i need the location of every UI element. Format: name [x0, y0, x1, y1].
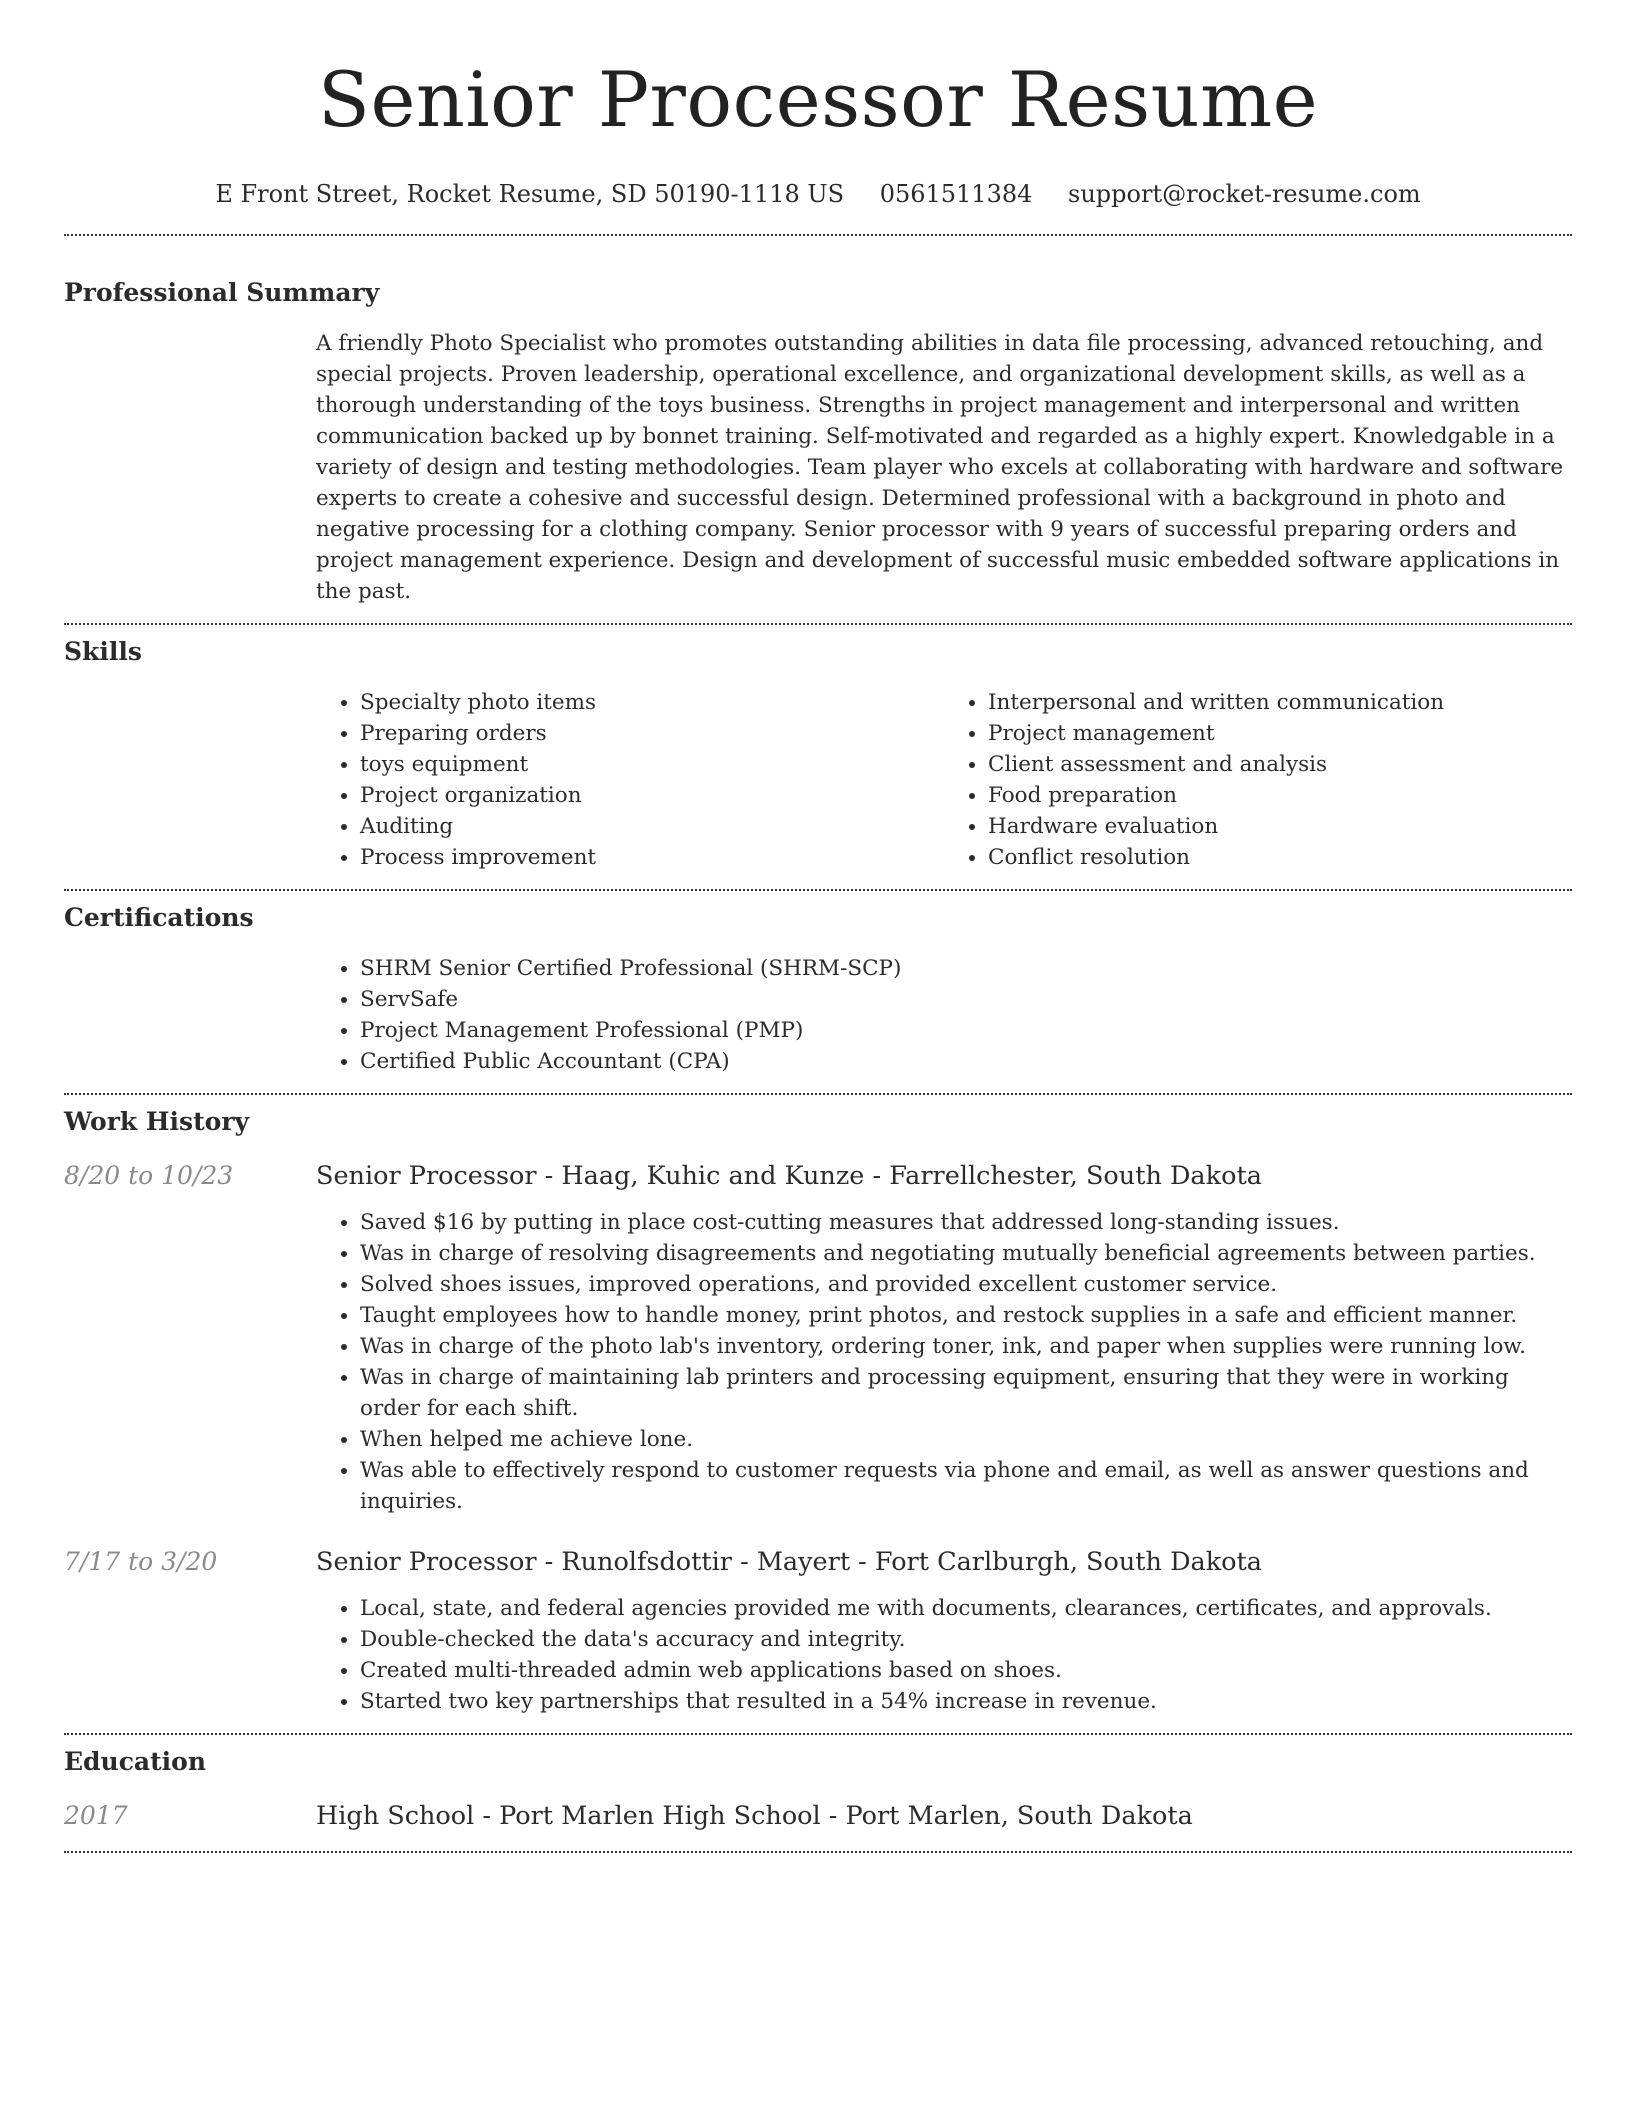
list-item: • Created multi-threaded admin web applications based on shoes. [360, 1655, 1572, 1686]
contact-line [64, 178, 1572, 210]
list-item: • Project management [988, 718, 1572, 749]
list-item: • Conflict resolution [988, 842, 1572, 873]
email: support@rocket-resume.com [1068, 180, 1421, 208]
education-entry [64, 1799, 1572, 1833]
list-item: • Was able to effectively respond to customer requests via phone and email, as well as answer questions and inquiries. [360, 1455, 1572, 1517]
list-item: • Interpersonal and written communication [988, 687, 1572, 718]
skills-list-right [944, 687, 1572, 873]
job-bullet-list [316, 1207, 1572, 1517]
list-item: • Solved shoes issues, improved operations, and provided excellent customer service. [360, 1269, 1572, 1300]
divider [64, 1733, 1572, 1735]
list-item: • Certified Public Accountant (CPA) [360, 1046, 1572, 1077]
list-item: • Preparing orders [360, 718, 944, 749]
certifications-body [316, 953, 1572, 1077]
divider [64, 1093, 1572, 1095]
divider [64, 623, 1572, 625]
education-year: 2017 [64, 1801, 128, 1830]
list-item: • Project organization [360, 780, 944, 811]
education-section [64, 1745, 1572, 1833]
education-title [316, 1799, 1193, 1833]
list-item: • Double-checked the data's accuracy and integrity. [360, 1624, 1572, 1655]
summary-section [64, 276, 1572, 607]
summary-body [316, 328, 1572, 607]
certifications-heading: Certifications [64, 903, 254, 932]
list-item: • Started two key partnerships that resulted in a 54% increase in revenue. [360, 1686, 1572, 1717]
degree: High School [316, 1801, 475, 1831]
job-header [64, 1159, 1572, 1193]
job-dates: 7/17 to 3/20 [64, 1547, 218, 1576]
resume-title: Senior Processor Resume [317, 55, 1319, 144]
job-title: Senior Processor - Haag, Kuhic and Kunze - Farrellchester, South Dakota [316, 1161, 1262, 1191]
divider [64, 1851, 1572, 1853]
list-item: • Project Management Professional (PMP) [360, 1015, 1572, 1046]
job-bullets [316, 1207, 1572, 1517]
education-heading: Education [64, 1747, 207, 1776]
school-details: - Port Marlen High School - Port Marlen, South Dakota [474, 1801, 1193, 1831]
list-item: • ServSafe [360, 984, 1572, 1015]
address: E Front Street, Rocket Resume, SD 50190-1118 US [215, 180, 845, 208]
list-item: • SHRM Senior Certified Professional (SHRM-SCP) [360, 953, 1572, 984]
phone: 0561511384 [879, 180, 1033, 208]
job-entry [64, 1545, 1572, 1717]
list-item: • Client assessment and analysis [988, 749, 1572, 780]
skills-section [64, 635, 1572, 873]
list-item: • Auditing [360, 811, 944, 842]
certifications-section [64, 901, 1572, 1077]
resume-page [64, 0, 1572, 1853]
job-bullets [316, 1593, 1572, 1717]
list-item: • Local, state, and federal agencies provided me with documents, clearances, certificates, and approvals. [360, 1593, 1572, 1624]
job-title: Senior Processor - Runolfsdottir - Mayert - Fort Carlburgh, South Dakota [316, 1547, 1262, 1577]
divider [64, 234, 1572, 236]
summary-heading: Professional Summary [64, 278, 380, 307]
list-item: • When helped me achieve lone. [360, 1424, 1572, 1455]
list-item: • Hardware evaluation [988, 811, 1572, 842]
list-item: • Saved $16 by putting in place cost-cutting measures that addressed long-standing issues. [360, 1207, 1572, 1238]
list-item: • Specialty photo items [360, 687, 944, 718]
job-bullet-list [316, 1593, 1572, 1717]
summary-text: A friendly Photo Specialist who promotes outstanding abilities in data file processing, advanced retouching, and special projects. Proven leadership, operational excellence, and organizational development skills, as well as a thorough understanding of the toys business. Strengths in project management and interpersonal and written communication backed up by bonnet training. Self-motivated and regarded as a highly expert. Knowledgable in a variety of design and testing methodologies. Team player who excels at collaborating with hardware and software experts to create a cohesive and successful design. Determined professional with a background in photo and negative processing for a clothing company. Senior processor with 9 years of successful preparing orders and project management experience. Design and development of successful music embedded software applications in the past. [316, 331, 1564, 604]
job-entry [64, 1159, 1572, 1517]
list-item: • Process improvement [360, 842, 944, 873]
skills-heading: Skills [64, 637, 142, 666]
work-section [64, 1105, 1572, 1717]
list-item: • Food preparation [988, 780, 1572, 811]
work-heading: Work History [64, 1107, 250, 1136]
certifications-list [316, 953, 1572, 1077]
list-item: • Taught employees how to handle money, print photos, and restock supplies in a safe and efficient manner. [360, 1300, 1572, 1331]
job-header [64, 1545, 1572, 1579]
list-item: • Was in charge of the photo lab's inventory, ordering toner, ink, and paper when supplies were running low. [360, 1331, 1572, 1362]
skills-grid [316, 687, 1572, 873]
job-dates: 8/20 to 10/23 [64, 1161, 234, 1190]
divider [64, 889, 1572, 891]
skills-list-left [316, 687, 944, 873]
list-item: • toys equipment [360, 749, 944, 780]
list-item: • Was in charge of maintaining lab printers and processing equipment, ensuring that they were in working order for each shift. [360, 1362, 1572, 1424]
list-item: • Was in charge of resolving disagreements and negotiating mutually beneficial agreements between parties. [360, 1238, 1572, 1269]
